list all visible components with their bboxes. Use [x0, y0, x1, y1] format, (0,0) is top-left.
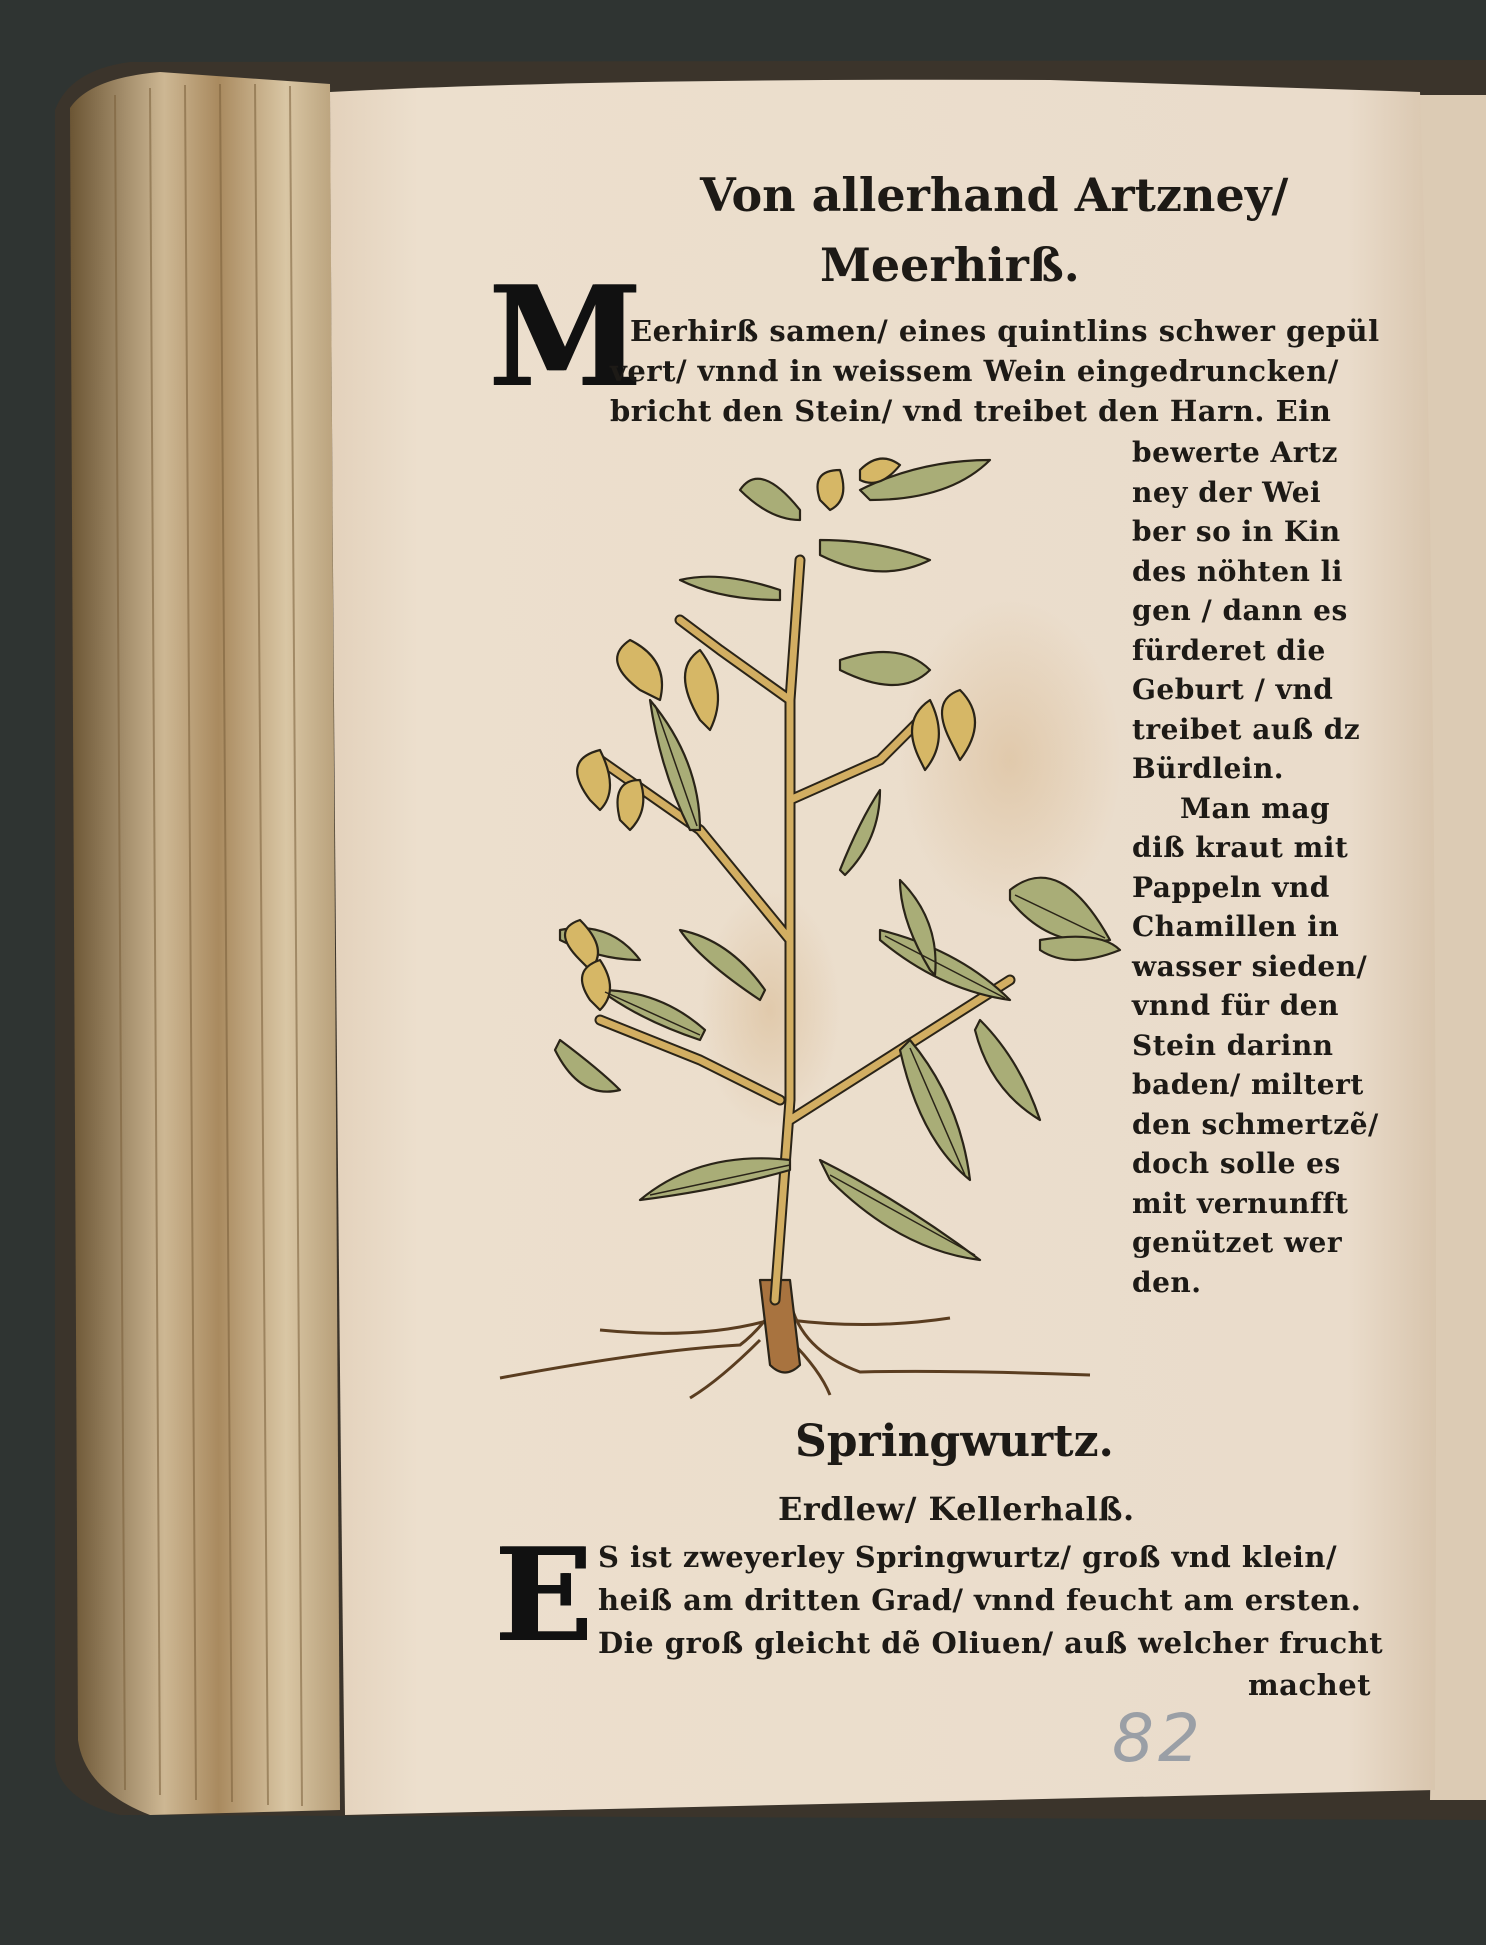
- column-line: gen / dann es: [1132, 594, 1348, 627]
- section1-line-1: Eerhirß samen/ eines quintlins schwer gepül: [630, 314, 1380, 348]
- column-line: Bürdlein.: [1132, 752, 1285, 785]
- folio-number: 82: [1112, 1700, 1204, 1777]
- column-line: Man mag: [1180, 791, 1331, 825]
- column-line: Chamillen in: [1132, 910, 1340, 943]
- column-line: Pappeln vnd: [1132, 870, 1330, 904]
- column-line: den schmertzẽ/: [1132, 1107, 1379, 1141]
- column-line: Geburt / vnd: [1132, 673, 1334, 706]
- section2-line-2: heiß am dritten Grad/ vnnd feucht am ersten.: [598, 1583, 1362, 1617]
- section2-line-3: Die groß gleicht dẽ Oliuen/ auß welcher frucht: [598, 1626, 1384, 1660]
- column-line: genützet wer: [1132, 1226, 1343, 1259]
- column-line: vnnd für den: [1132, 989, 1339, 1022]
- section1-title: Meerhirß.: [820, 238, 1080, 292]
- column-line: diß kraut mit: [1132, 831, 1349, 864]
- section2-subtitle: Erdlew/ Kellerhalß.: [778, 1490, 1135, 1528]
- section2-title: Springwurtz.: [795, 1416, 1114, 1467]
- column-line: den.: [1132, 1265, 1202, 1299]
- section2-line-1: S ist zweyerley Springwurtz/ groß vnd klein/: [598, 1540, 1338, 1574]
- column-line: fürderet die: [1132, 633, 1326, 667]
- section2-catchword: machet: [1248, 1668, 1372, 1702]
- column-line: ney der Wei: [1132, 475, 1322, 509]
- column-line: wasser sieden/: [1132, 949, 1368, 983]
- section1-line-2: vert/ vnnd in weissem Wein eingedruncken/: [610, 354, 1339, 388]
- column-line: Stein darinn: [1132, 1028, 1334, 1062]
- initial-e: E: [494, 1521, 592, 1671]
- column-line: treibet auß dz: [1132, 712, 1361, 746]
- running-head: Von allerhand Artzney/: [700, 168, 1289, 222]
- section1-line-3: bricht den Stein/ vnd treibet den Harn. Ein: [610, 394, 1332, 428]
- column-line: ber so in Kin: [1132, 515, 1341, 548]
- column-line: baden/ miltert: [1132, 1068, 1364, 1101]
- column-line: des nöhten li: [1132, 554, 1343, 588]
- column-line: mit vernunfft: [1132, 1186, 1349, 1220]
- initial-m: M: [488, 255, 641, 418]
- column-line: doch solle es: [1132, 1147, 1341, 1180]
- column-line: bewerte Artz: [1132, 436, 1338, 469]
